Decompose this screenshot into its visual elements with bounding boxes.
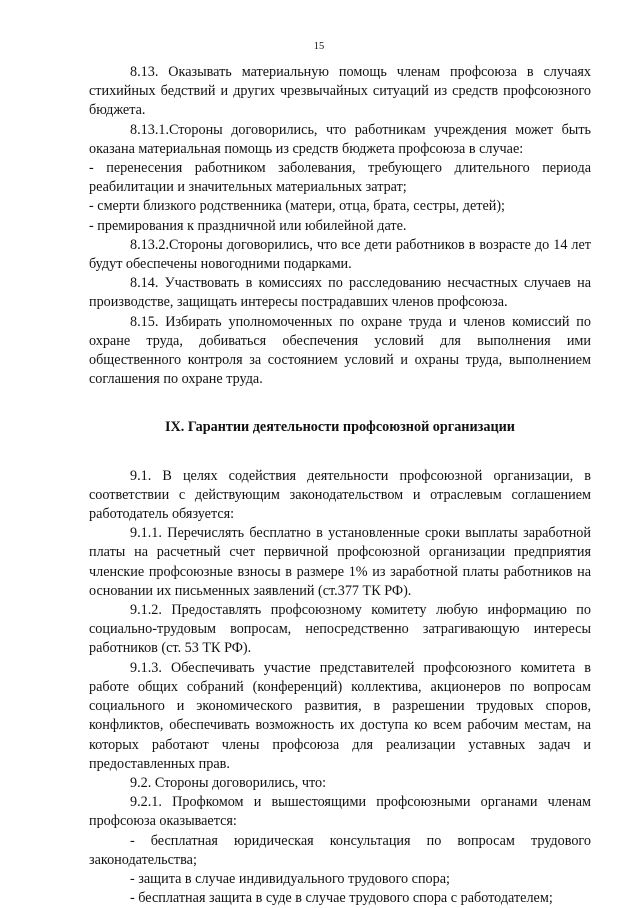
list-item-legal-consultation: - бесплатная юридическая консультация по вопросам трудового законодательства;	[89, 832, 591, 868]
paragraph-9-2-1: 9.2.1. Профкомом и вышестоящими профсоюзными органами членам профсоюза оказывается:	[89, 794, 591, 830]
section-title: IX. Гарантии деятельности профсоюзной организации	[165, 419, 515, 436]
list-item-individual-dispute: - защита в случае индивидуального трудового спора;	[130, 870, 450, 887]
paragraph-9-1-3: 9.1.3. Обеспечивать участие представителей профсоюзного комитета в работе общих собраний (конференций) коллектива, акционеров по вопросам социального и экономического развития, в разрешении трудовых споров, конфликтов, обеспечивать возможность их доступа ко всем рабочим местам, на которых работают члены профсоюза для реализации уставных задач и предоставленных прав.	[89, 659, 591, 772]
list-item-bonus: - премирования к праздничной или юбилейной дате.	[89, 217, 407, 234]
paragraph-8-13-1: 8.13.1.Стороны договорились, что работникам учреждения может быть оказана материальная помощь из средств бюджета профсоюза в случае:	[89, 121, 591, 157]
list-item-death-of-relative: - смерти близкого родственника (матери, отца, брата, сестры, детей);	[89, 198, 506, 215]
document-body	[89, 63, 591, 908]
paragraph-8-14: 8.14. Участвовать в комиссиях по расследованию несчастных случаев на производстве, защищать интересы пострадавших членов профсоюза.	[89, 275, 591, 311]
paragraph-8-15: 8.15. Избирать уполномоченных по охране труда и членов комиссий по охране труда, добиваться обеспечения условий для выполнения ими общественного контроля за состоянием условий и охраны труда, выполнением соглашения по охране труда.	[89, 313, 591, 388]
paragraph-9-2: 9.2. Стороны договорились, что:	[130, 774, 327, 791]
paragraph-9-1-1: 9.1.1. Перечислять бесплатно в установленные сроки выплаты заработной платы на расчетный счет первичной профсоюзной организации предприятия членские профсоюзные взносы в размере 1% из заработной платы работников на основании их письменных заявлений (ст.377 ТК РФ).	[89, 525, 591, 599]
paragraph-8-13-2: 8.13.2.Стороны договорились, что все дети работников в возрасте до 14 лет будут обеспечены новогодними подарками.	[89, 236, 591, 273]
paragraph-8-13: 8.13. Оказывать материальную помощь членам профсоюза в случаях стихийных бедствий и других чрезвычайных ситуаций из средств профсоюзного бюджета.	[89, 64, 591, 119]
paragraph-9-1: 9.1. В целях содействия деятельности профсоюзной организации, в соответствии с действующим законодательством и отраслевым соглашением работодатель обязуется:	[89, 467, 591, 523]
list-item-illness: - перенесения работником заболевания, требующего длительного периода реабилитации и значительных материальных затрат;	[89, 160, 591, 196]
page-number: 15	[313, 41, 325, 52]
paragraph-9-1-2: 9.1.2. Предоставлять профсоюзному комитету любую информацию по социально-трудовым вопросам, непосредственно затрагивающую интересы работников (ст. 53 ТК РФ).	[89, 602, 591, 657]
list-item-court-defense: - бесплатная защита в суде в случае трудового спора с работодателем;	[130, 890, 553, 907]
